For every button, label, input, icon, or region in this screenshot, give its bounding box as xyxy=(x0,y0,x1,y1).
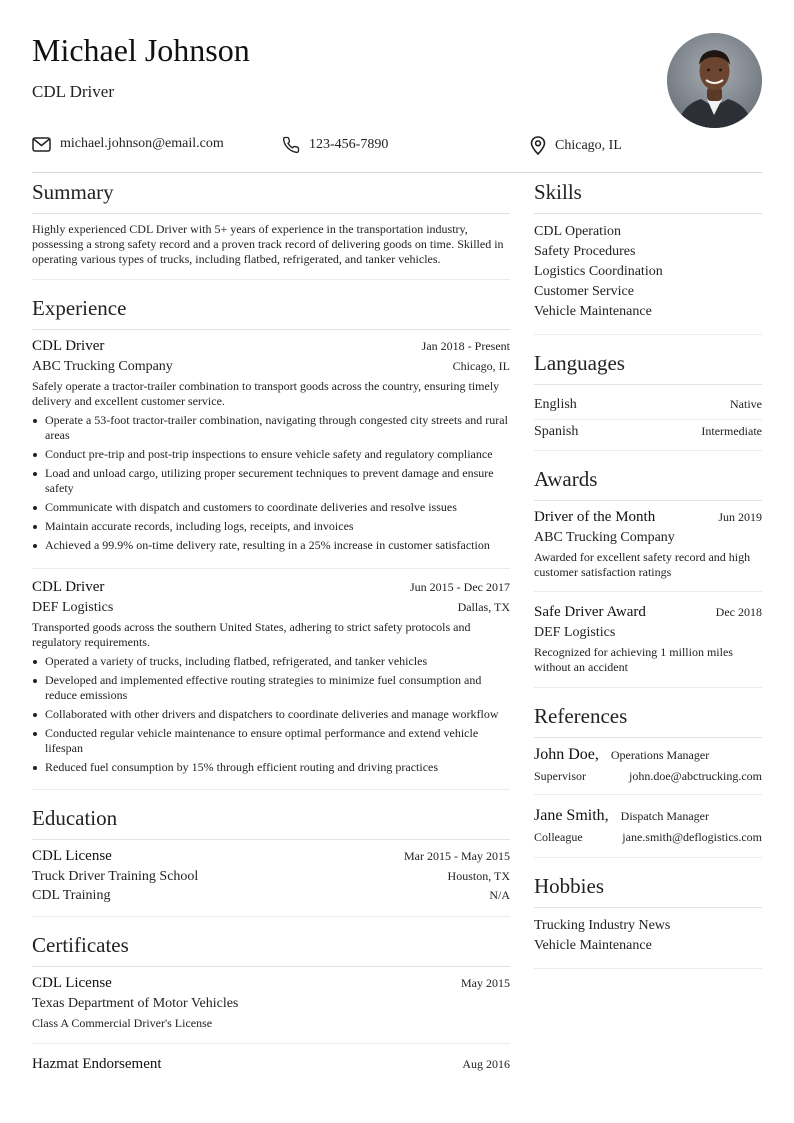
contact-phone[interactable] xyxy=(282,136,388,154)
award-issuer: ABC Trucking Company xyxy=(534,530,675,545)
certificate-name: Hazmat Endorsement xyxy=(32,1056,162,1072)
hobbies-section xyxy=(534,874,762,969)
resume-header xyxy=(32,32,762,132)
contact-bar xyxy=(32,136,762,158)
language-name: Spanish xyxy=(534,424,579,439)
summary-heading: Summary xyxy=(32,180,510,214)
job-location: Chicago, IL xyxy=(452,359,510,373)
reference-entry xyxy=(534,746,762,795)
summary-section xyxy=(32,180,510,280)
certificate-entry xyxy=(32,975,510,1044)
certificates-heading: Certificates xyxy=(32,933,510,967)
sidebar-column xyxy=(534,180,762,985)
phone-text: 123-456-7890 xyxy=(309,137,389,152)
job-description: Transported goods across the southern United States, adhering to strict safety protocols and regulatory requirements. xyxy=(32,620,471,649)
contact-location xyxy=(530,136,622,155)
education-location: Houston, TX xyxy=(447,869,510,883)
references-heading: References xyxy=(534,704,762,738)
certificate-name: CDL License xyxy=(32,975,112,991)
award-entry xyxy=(534,509,762,592)
list-item: Collaborated with other drivers and dispatchers to coordinate deliveries and manage workflow xyxy=(32,707,510,722)
mail-icon xyxy=(32,137,51,152)
reference-relation: Supervisor xyxy=(534,769,586,783)
language-item xyxy=(534,393,762,420)
job-title: CDL Driver xyxy=(32,338,105,354)
candidate-title: CDL Driver xyxy=(32,82,114,101)
education-grade: N/A xyxy=(489,888,510,902)
list-item: Communicate with dispatch and customers to coordinate deliveries and resolve issues xyxy=(32,500,510,515)
language-item xyxy=(534,420,762,446)
experience-entry xyxy=(32,579,510,775)
certificate-entry xyxy=(32,1056,510,1073)
award-name: Safe Driver Award xyxy=(534,604,646,620)
award-date: Jun 2019 xyxy=(718,510,762,524)
skill-item: Customer Service xyxy=(534,284,634,299)
languages-section xyxy=(534,351,762,451)
reference-name: John Doe, xyxy=(534,746,599,763)
experience-entry xyxy=(32,338,510,569)
award-name: Driver of the Month xyxy=(534,509,656,525)
main-column xyxy=(32,180,510,1101)
job-bullets xyxy=(32,413,510,553)
job-date: Jun 2015 - Dec 2017 xyxy=(410,580,510,594)
list-item: Load and unload cargo, utilizing proper securement techniques to prevent damage and ensure safety xyxy=(32,466,510,496)
hobbies-heading: Hobbies xyxy=(534,874,762,908)
certificates-section xyxy=(32,933,510,1085)
reference-role: Dispatch Manager xyxy=(620,809,709,823)
awards-heading: Awards xyxy=(534,467,762,501)
contact-email[interactable] xyxy=(32,136,224,152)
header-divider xyxy=(32,172,762,173)
skill-item: Vehicle Maintenance xyxy=(534,304,652,319)
award-entry xyxy=(534,604,762,675)
job-bullets xyxy=(32,654,510,775)
education-field: CDL Training xyxy=(32,888,111,903)
phone-icon xyxy=(282,136,300,154)
candidate-name: Michael Johnson xyxy=(32,32,250,68)
education-section xyxy=(32,806,510,917)
list-item: Conducted regular vehicle maintenance to ensure optimal performance and extend vehicle lifespan xyxy=(32,726,510,756)
avatar-portrait-icon xyxy=(667,33,762,128)
certificate-issuer: Texas Department of Motor Vehicles xyxy=(32,996,239,1011)
hobby-item: Vehicle Maintenance xyxy=(534,938,652,953)
job-description: Safely operate a tractor-trailer combination to transport goods across the country, ensuring timely delivery and excellent customer service. xyxy=(32,379,500,408)
list-item: Developed and implemented effective routing strategies to minimize fuel consumption and reduce emissions xyxy=(32,673,510,703)
skill-item: Logistics Coordination xyxy=(534,264,663,279)
certificate-detail: Class A Commercial Driver's License xyxy=(32,1016,213,1030)
list-item: Achieved a 99.9% on-time delivery rate, resulting in a 25% increase in customer satisfaction xyxy=(32,538,510,553)
profile-photo xyxy=(667,33,762,128)
language-level: Native xyxy=(730,397,762,411)
languages-heading: Languages xyxy=(534,351,762,385)
job-location: Dallas, TX xyxy=(457,600,510,614)
email-text: michael.johnson@email.com xyxy=(60,136,224,151)
reference-name: Jane Smith, xyxy=(534,807,609,824)
job-company: ABC Trucking Company xyxy=(32,359,173,374)
list-item: Maintain accurate records, including logs, receipts, and invoices xyxy=(32,519,510,534)
education-date: Mar 2015 - May 2015 xyxy=(404,849,510,863)
reference-relation: Colleague xyxy=(534,830,583,844)
job-company: DEF Logistics xyxy=(32,600,114,615)
summary-text: Highly experienced CDL Driver with 5+ years of experience in the transportation industry, possessing a strong safety record and a proven track record of delivering goods on time. Skilled in operating various types of trucks, including flatbed, refrigerated, and tanker vehicles. xyxy=(32,222,504,266)
list-item: Operate a 53-foot tractor-trailer combination, navigating through congested city streets and rural areas xyxy=(32,413,510,443)
certificate-date: May 2015 xyxy=(461,976,510,990)
reference-email[interactable]: john.doe@abctrucking.com xyxy=(628,769,762,783)
award-description: Recognized for achieving 1 million miles without an accident xyxy=(534,645,733,674)
references-section xyxy=(534,704,762,858)
hobby-item: Trucking Industry News xyxy=(534,918,671,933)
skills-section xyxy=(534,180,762,335)
job-title: CDL Driver xyxy=(32,579,105,595)
language-name: English xyxy=(534,397,577,412)
reference-email[interactable]: jane.smith@deflogistics.com xyxy=(622,830,762,844)
job-date: Jan 2018 - Present xyxy=(421,339,510,353)
list-item: Operated a variety of trucks, including flatbed, refrigerated, and tanker vehicles xyxy=(32,654,510,669)
skills-heading: Skills xyxy=(534,180,762,214)
skill-item: CDL Operation xyxy=(534,224,621,239)
reference-role: Operations Manager xyxy=(610,748,710,762)
map-pin-icon xyxy=(530,136,546,155)
awards-section xyxy=(534,467,762,688)
list-item: Reduced fuel consumption by 15% through efficient routing and driving practices xyxy=(32,760,510,775)
list-item: Conduct pre-trip and post-trip inspections to ensure vehicle safety and regulatory compliance xyxy=(32,447,510,462)
education-degree: CDL License xyxy=(32,848,112,864)
reference-entry xyxy=(534,807,762,845)
education-school: Truck Driver Training School xyxy=(32,869,199,884)
education-heading: Education xyxy=(32,806,510,840)
experience-section xyxy=(32,296,510,790)
certificate-date: Aug 2016 xyxy=(462,1057,510,1071)
award-issuer: DEF Logistics xyxy=(534,625,616,640)
experience-heading: Experience xyxy=(32,296,510,330)
skill-item: Safety Procedures xyxy=(534,244,636,259)
award-date: Dec 2018 xyxy=(715,605,762,619)
language-level: Intermediate xyxy=(701,424,762,438)
award-description: Awarded for excellent safety record and high customer satisfaction ratings xyxy=(534,550,751,579)
location-text: Chicago, IL xyxy=(555,137,622,153)
